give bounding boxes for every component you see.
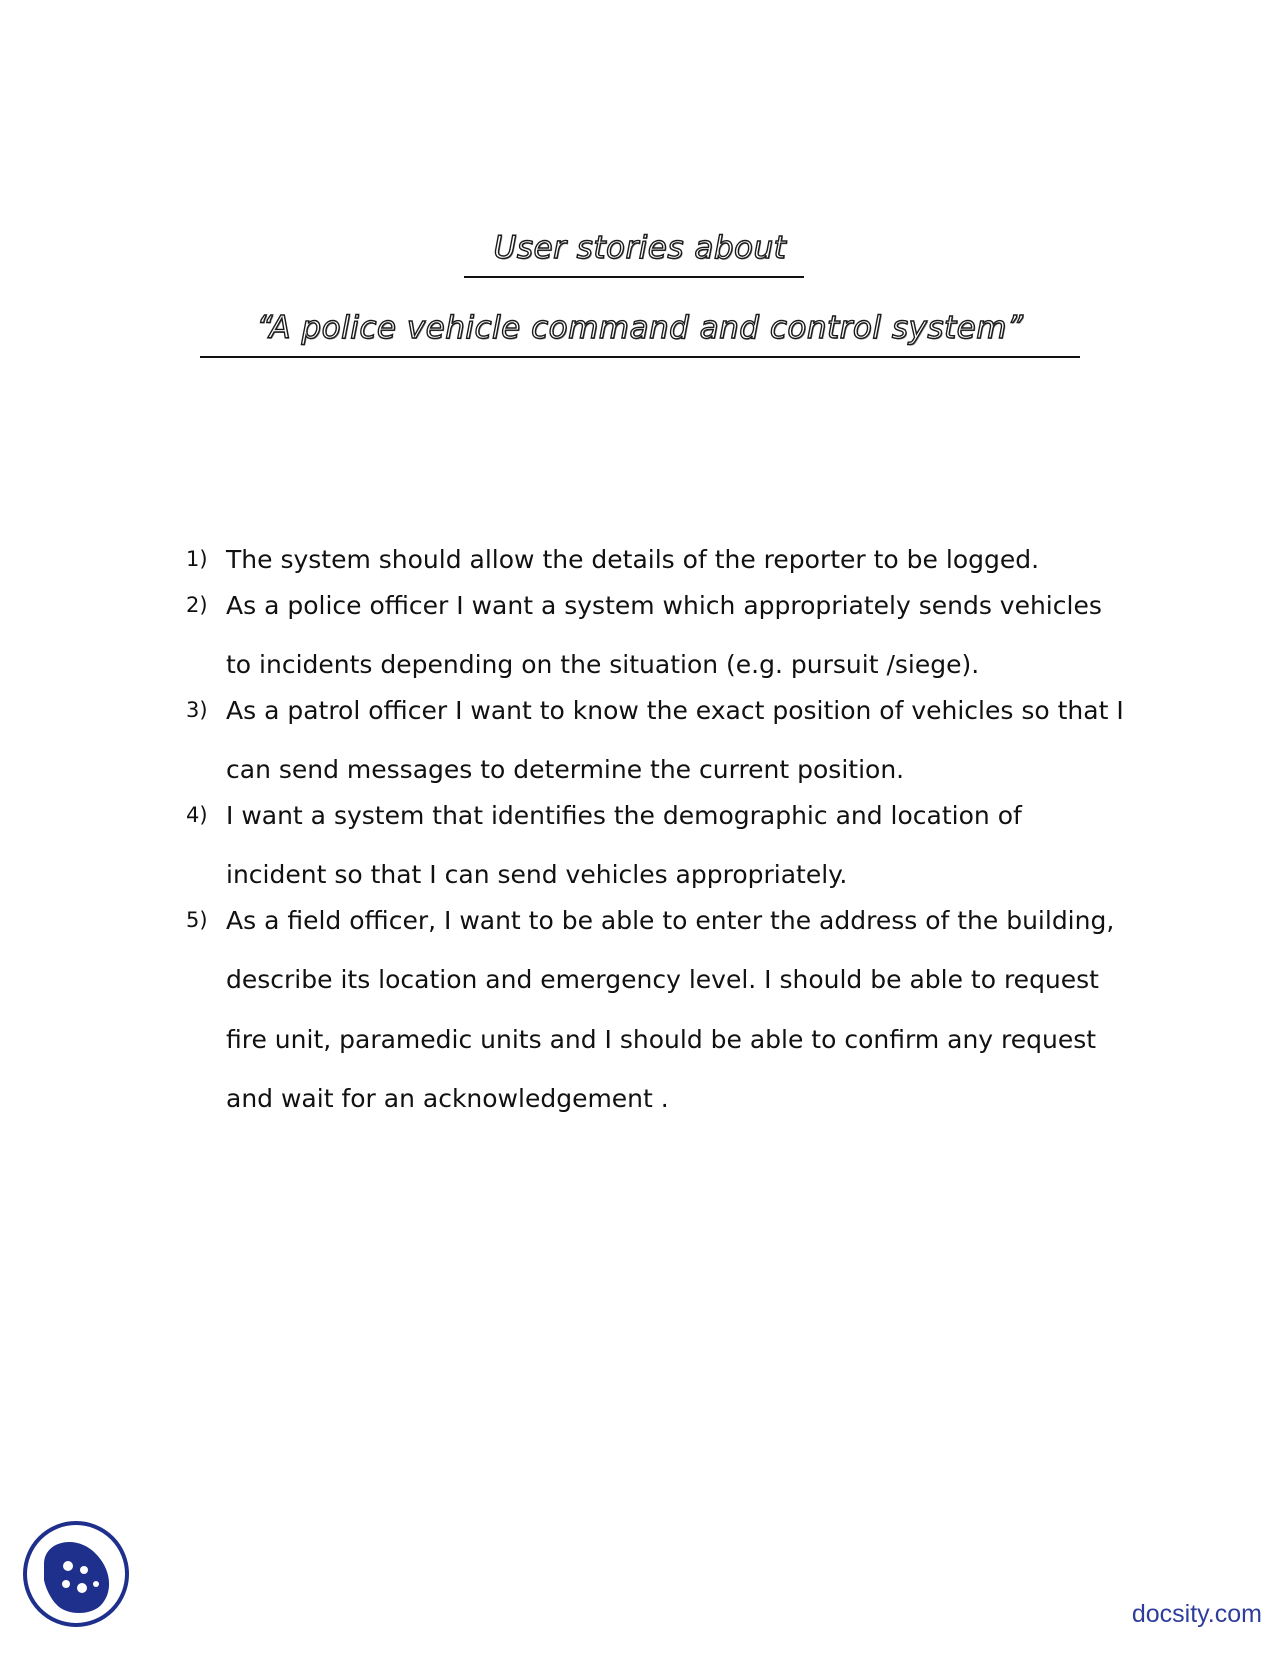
logo-graphic bbox=[22, 1520, 130, 1628]
subtitle-underline bbox=[200, 356, 1080, 358]
list-item-text: As a field officer, I want to be able to enter the address of the building, describe its location and emergency level. I should be able to request fire unit, paramedic units and I should be able to confirm any request and wait for an acknowledgement . bbox=[226, 905, 1115, 1113]
list-item-number: 3) bbox=[186, 697, 208, 722]
list-item bbox=[186, 576, 1126, 695]
list-item-text: As a patrol officer I want to know the exact position of vehicles so that I can send messages to determine the current position. bbox=[226, 695, 1124, 784]
user-story-list bbox=[186, 530, 1126, 1129]
docsity-brand-link[interactable]: docsity.com bbox=[1131, 1600, 1262, 1628]
list-item-number: 1) bbox=[186, 547, 208, 571]
list-item-number: 5) bbox=[186, 907, 208, 932]
list-item-text: I want a system that identifies the demographic and location of incident so that I can send vehicles appropriately. bbox=[226, 800, 1022, 889]
list-item-text: The system should allow the details of the reporter to be logged. bbox=[226, 545, 1040, 574]
list-item-number: 4) bbox=[186, 802, 208, 827]
list-item bbox=[186, 891, 1126, 1129]
document-subtitle: “A police vehicle command and control system” bbox=[256, 310, 1024, 346]
list-item bbox=[186, 681, 1126, 800]
list-item-number: 2) bbox=[186, 592, 208, 617]
list-item bbox=[186, 786, 1126, 905]
document-title: User stories about bbox=[493, 230, 787, 266]
docsity-logo-icon[interactable] bbox=[22, 1520, 130, 1628]
list-item-text: As a police officer I want a system which appropriately sends vehicles to incidents depending on the situation (e.g. pursuit /siege). bbox=[226, 590, 1102, 679]
title-underline bbox=[464, 276, 804, 278]
